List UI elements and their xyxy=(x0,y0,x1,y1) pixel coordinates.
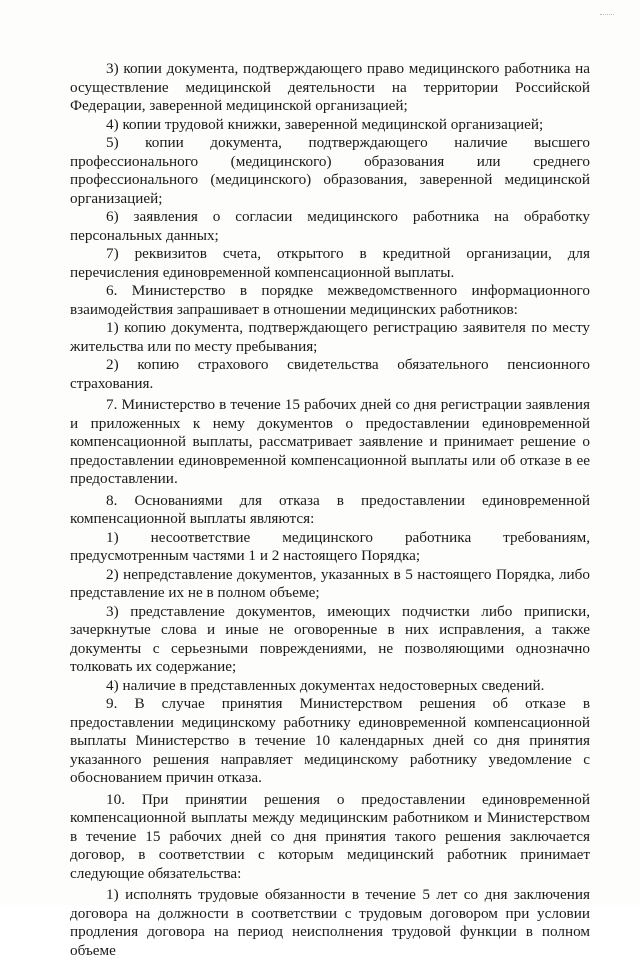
paragraph-section-6: 6. Министерство в порядке межведомственного информационного взаимодействия запрашивает в отношении медицинских работников: xyxy=(70,282,590,318)
paragraph-section-7: 7. Министерство в течение 15 рабочих дней со дня регистрации заявления и приложенных к нему документов о предоставлении единовременной компенсационной выплаты, рассматривает заявление и принимает решение о предоставлении единовременной компенсационной выплаты или об отказе в ее предоставлении. xyxy=(70,396,590,487)
paragraph-section-8-item-1: 1) несоответствие медицинского работника требованиям, предусмотренным частями 1 и 2 настоящего Порядка; xyxy=(70,528,590,564)
document-body xyxy=(70,60,590,960)
paragraph-item-5-education: 5) копии документа, подтверждающего наличие высшего профессионального (медицинского) образования или среднего профессионального (медицинского) образования, заверенной медицинской организацией; xyxy=(70,134,590,207)
paragraph-section-6-item-2: 2) копию страхового свидетельства обязательного пенсионного страхования. xyxy=(70,356,590,392)
paragraph-section-8: 8. Основаниями для отказа в предоставлении единовременной компенсационной выплаты являются: xyxy=(70,491,590,527)
paragraph-section-10-item-1: 1) исполнять трудовые обязанности в течение 5 лет со дня заключения договора на должности в соответствии с трудовым договором при условии продления договора на период неисполнения трудовой функции в полном объеме xyxy=(70,886,590,959)
scan-corner-mark xyxy=(600,14,614,23)
paragraph-section-6-item-1: 1) копию документа, подтверждающего регистрацию заявителя по месту жительства или по месту пребывания; xyxy=(70,319,590,355)
paragraph-item-3-notarized-license: 3) копии документа, подтверждающего право медицинского работника на осуществление медицинской деятельности на территории Российской Федерации, заверенной медицинской организацией; xyxy=(70,60,590,114)
paragraph-section-8-item-2: 2) непредставление документов, указанных в 5 настоящего Порядка, либо представление их не в полном объеме; xyxy=(70,565,590,601)
paragraph-item-4-work-book: 4) копии трудовой книжки, заверенной медицинской организацией; xyxy=(106,115,544,133)
paragraph-section-8-item-4: 4) наличие в представленных документах недостоверных сведений. xyxy=(106,676,545,694)
paragraph-item-7-bank-details: 7) реквизитов счета, открытого в кредитной организации, для перечисления единовременной компенсационной выплаты. xyxy=(70,245,590,281)
paragraph-section-9: 9. В случае принятия Министерством решения об отказе в предоставлении медицинскому работнику единовременной компенсационной выплаты Министерство в течение 10 календарных дней со дня принятия указанного решения направляет медицинскому работнику уведомление с обоснованием причин отказа. xyxy=(70,695,590,786)
paragraph-section-8-item-3: 3) представление документов, имеющих подчистки либо приписки, зачеркнутые слова и иные не оговоренные в них исправления, а также документы с серьезными повреждениями, не позволяющими однозначно толковать их содержание; xyxy=(70,602,590,675)
paragraph-item-6-consent: 6) заявления о согласии медицинского работника на обработку персональных данных; xyxy=(70,208,590,244)
paragraph-section-10: 10. При принятии решения о предоставлении единовременной компенсационной выплаты между медицинским работником и Министерством в течение 15 рабочих дней со дня принятия такого решения заключается договор, в соответствии с которым медицинский работник принимает следующие обязательства: xyxy=(70,790,590,882)
